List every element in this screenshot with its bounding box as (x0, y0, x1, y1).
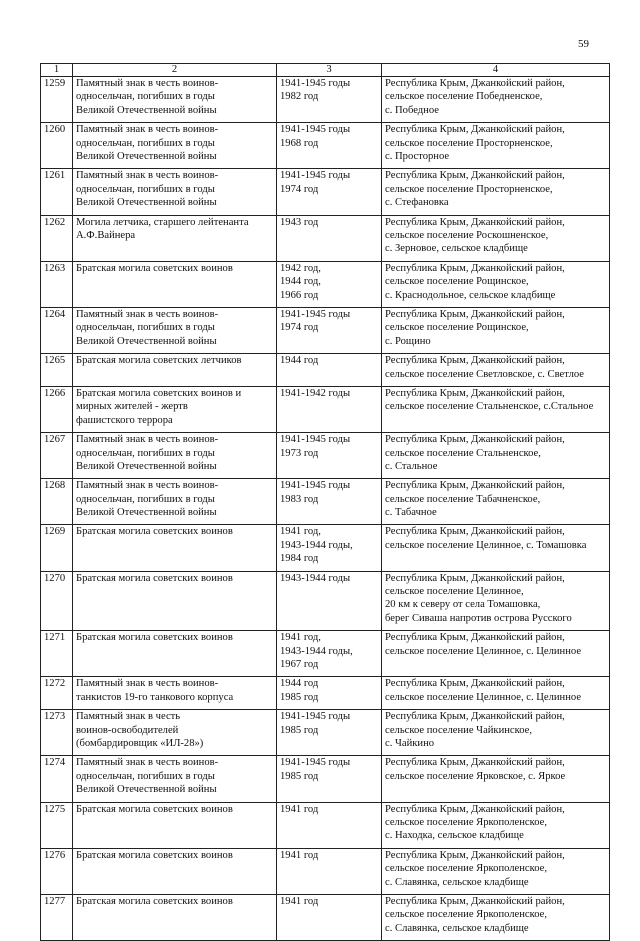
cell-name (73, 354, 277, 387)
cell-location-line: с. Славянка, сельское кладбище (385, 922, 529, 934)
cell-location-line: с. Стефановка (385, 197, 449, 209)
cell-location-line: с. Победное (385, 104, 439, 116)
cell-date (277, 386, 382, 432)
cell-location-line: Республика Крым, Джанкойский район, (385, 355, 565, 367)
cell-name-line: Памятный знак в честь воинов- (76, 308, 219, 320)
cell-date-line: 1943 год (280, 216, 319, 228)
cell-location-line: сельское поселение Рощинское, (385, 276, 529, 288)
cell-date (277, 123, 382, 169)
cell-location-line: сельское поселение Стальненское, (385, 447, 541, 459)
cell-date-line: 1985 год (280, 770, 319, 782)
cell-location (382, 307, 610, 353)
cell-location-line: сельское поселение Ярковское, с. Яркое (385, 770, 566, 782)
cell-date-line: 1941-1945 годы (280, 124, 351, 136)
column-header: 2 (73, 64, 277, 77)
cell-name-line: Братская могила советских воинов (76, 262, 233, 274)
table-row (41, 848, 610, 894)
cell-date-line: 1941-1945 годы (280, 480, 351, 492)
cell-date-line: 1941 год (280, 803, 319, 815)
table-row (41, 433, 610, 479)
cell-location-line: сельское поселение Яркополенское, (385, 909, 548, 921)
cell-location-line: сельское поселение Просторненское, (385, 137, 553, 149)
cell-date-line: 1941 год (280, 896, 319, 907)
column-header: 4 (382, 64, 610, 77)
table-body (41, 77, 610, 941)
cell-name-line: фашистского террора (76, 414, 173, 426)
cell-number: 1263 (41, 261, 73, 307)
cell-name-line: Памятный знак в честь воинов- (76, 434, 219, 446)
cell-name (73, 433, 277, 479)
cell-date (277, 802, 382, 848)
cell-date-line: 1983 год (280, 493, 319, 505)
cell-location (382, 895, 610, 941)
cell-number: 1274 (41, 756, 73, 802)
cell-name-line: Братская могила советских воинов (76, 526, 233, 538)
cell-date-line: 1941-1945 годы (280, 757, 351, 769)
cell-location-line: с. Табачное (385, 507, 437, 519)
cell-date-line: 1984 год (280, 553, 319, 565)
table-row (41, 895, 610, 941)
cell-location-line: сельское поселение Целинное, с. Целинное (385, 645, 582, 657)
cell-name-line: Великой Отечественной войны (76, 507, 217, 519)
cell-name (73, 756, 277, 802)
cell-location-line: сельское поселение Чайкинское, (385, 724, 533, 736)
cell-name (73, 895, 277, 941)
table-row (41, 307, 610, 353)
cell-location-line: Республика Крым, Джанкойский район, (385, 124, 565, 136)
cell-location-line: сельское поселение Целинное, (385, 586, 524, 598)
cell-number: 1275 (41, 802, 73, 848)
cell-date (277, 677, 382, 710)
cell-number: 1270 (41, 571, 73, 631)
cell-location (382, 261, 610, 307)
cell-location-line: с. Чайкино (385, 738, 435, 750)
cell-location-line: сельское поселение Яркополенское, (385, 817, 548, 829)
cell-location-line: Республика Крым, Джанкойский район, (385, 78, 565, 89)
cell-name (73, 307, 277, 353)
cell-location-line: Республика Крым, Джанкойский район, (385, 526, 565, 538)
cell-location (382, 169, 610, 215)
cell-name-line: Великой Отечественной войны (76, 460, 217, 472)
cell-name-line: Братская могила советских воинов (76, 896, 233, 907)
column-header: 1 (41, 64, 73, 77)
cell-name-line: Братская могила советских летчиков (76, 355, 242, 367)
cell-name-line: Памятный знак в честь воинов- (76, 78, 219, 89)
cell-date-line: 1941-1945 годы (280, 711, 351, 723)
cell-name-line: Великой Отечественной войны (76, 197, 217, 209)
cell-date-line: 1968 год (280, 137, 319, 149)
cell-date (277, 307, 382, 353)
table-row (41, 571, 610, 631)
cell-name (73, 525, 277, 571)
table-row (41, 677, 610, 710)
cell-name-line: Памятный знак в честь воинов- (76, 757, 219, 769)
cell-date-line: 1943-1944 годы, (280, 645, 353, 657)
cell-name-line: Великой Отечественной войны (76, 151, 217, 162)
cell-date-line: 1966 год (280, 289, 319, 301)
cell-name-line: Великой Отечественной войны (76, 784, 217, 796)
cell-name-line: Братская могила советских воинов (76, 572, 233, 584)
cell-location-line: Республика Крым, Джанкойский район, (385, 262, 565, 274)
table-row (41, 525, 610, 571)
cell-location-line: Республика Крым, Джанкойский район, (385, 216, 565, 228)
cell-location (382, 631, 610, 677)
cell-name-line: Братская могила советских воинов (76, 803, 233, 815)
cell-date-line: 1941-1942 годы (280, 387, 351, 399)
cell-date (277, 354, 382, 387)
cell-name-line: односельчан, погибших в годы (76, 137, 215, 149)
cell-name-line: односельчан, погибших в годы (76, 183, 215, 195)
cell-date-line: 1944 год (280, 678, 319, 690)
cell-date-line: 1982 год (280, 91, 319, 103)
table-row (41, 123, 610, 169)
cell-name-line: Памятный знак в честь воинов- (76, 170, 219, 182)
cell-date (277, 571, 382, 631)
cell-location-line: сельское поселение Рощинское, (385, 322, 529, 334)
cell-name (73, 77, 277, 123)
cell-name (73, 710, 277, 756)
cell-location-line: сельское поселение Целинное, с. Томашовка (385, 539, 587, 551)
cell-number: 1267 (41, 433, 73, 479)
cell-name-line: танкистов 19-го танкового корпуса (76, 691, 234, 703)
cell-number: 1277 (41, 895, 73, 941)
cell-number: 1276 (41, 848, 73, 894)
cell-location-line: сельское поселение Табачненское, (385, 493, 541, 505)
cell-number: 1269 (41, 525, 73, 571)
cell-name (73, 631, 277, 677)
cell-date-line: 1942 год, (280, 262, 321, 274)
cell-date-line: 1943-1944 годы (280, 572, 351, 584)
cell-number: 1260 (41, 123, 73, 169)
table-row (41, 802, 610, 848)
cell-date-line: 1941-1945 годы (280, 170, 351, 182)
cell-name-line: односельчан, погибших в годы (76, 322, 215, 334)
cell-location-line: Республика Крым, Джанкойский район, (385, 803, 565, 815)
cell-location (382, 77, 610, 123)
cell-location (382, 848, 610, 894)
cell-location-line: сельское поселение Победненское, (385, 91, 543, 103)
column-header-row (41, 64, 610, 77)
cell-date-line: 1944 год (280, 355, 319, 367)
cell-name (73, 677, 277, 710)
cell-location (382, 215, 610, 261)
cell-name-line: (бомбардировщик «ИЛ-28») (76, 738, 204, 750)
cell-date-line: 1985 год (280, 724, 319, 736)
cell-location-line: Республика Крым, Джанкойский район, (385, 572, 565, 584)
cell-number: 1261 (41, 169, 73, 215)
cell-name-line: воинов-освободителей (76, 724, 179, 736)
cell-date-line: 1973 год (280, 447, 319, 459)
table-row (41, 756, 610, 802)
cell-location-line: Республика Крым, Джанкойский район, (385, 434, 565, 446)
cell-date (277, 710, 382, 756)
cell-date (277, 479, 382, 525)
cell-date (277, 756, 382, 802)
cell-location-line: Республика Крым, Джанкойский район, (385, 387, 565, 399)
cell-name-line: односельчан, погибших в годы (76, 447, 215, 459)
cell-location-line: 20 км к северу от села Томашовка, (385, 599, 541, 611)
table-row (41, 479, 610, 525)
cell-date-line: 1985 год (280, 691, 319, 703)
cell-name-line: Памятный знак в честь воинов- (76, 678, 219, 690)
cell-location (382, 802, 610, 848)
cell-date (277, 169, 382, 215)
cell-location (382, 479, 610, 525)
cell-location (382, 433, 610, 479)
cell-name (73, 386, 277, 432)
cell-location-line: Республика Крым, Джанкойский район, (385, 480, 565, 492)
cell-date (277, 848, 382, 894)
cell-name (73, 261, 277, 307)
cell-name-line: односельчан, погибших в годы (76, 91, 215, 103)
cell-number: 1271 (41, 631, 73, 677)
cell-date-line: 1974 год (280, 322, 319, 334)
cell-name-line: Братская могила советских воинов и (76, 387, 242, 399)
cell-location-line: с. Просторное (385, 151, 450, 162)
cell-location-line: с. Рощино (385, 335, 431, 347)
cell-location-line: Республика Крым, Джанкойский район, (385, 678, 565, 690)
cell-date-line: 1941-1945 годы (280, 308, 351, 320)
cell-date-line: 1941-1945 годы (280, 78, 351, 89)
cell-date (277, 261, 382, 307)
cell-location (382, 677, 610, 710)
cell-location-line: с. Зерновое, сельское кладбище (385, 243, 528, 255)
cell-name (73, 169, 277, 215)
cell-date-line: 1974 год (280, 183, 319, 195)
cell-location-line: с. Стальное (385, 460, 438, 472)
cell-name (73, 123, 277, 169)
cell-date (277, 77, 382, 123)
cell-name-line: Памятный знак в честь (76, 711, 181, 723)
cell-number: 1262 (41, 215, 73, 261)
cell-date (277, 215, 382, 261)
table-row (41, 215, 610, 261)
cell-number: 1264 (41, 307, 73, 353)
table-row (41, 77, 610, 123)
cell-number: 1266 (41, 386, 73, 432)
cell-name-line: мирных жителей - жертв (76, 401, 188, 413)
cell-date (277, 895, 382, 941)
cell-location-line: Республика Крым, Джанкойский район, (385, 170, 565, 182)
cell-date-line: 1944 год, (280, 276, 321, 288)
table-row (41, 354, 610, 387)
cell-name (73, 479, 277, 525)
cell-location (382, 123, 610, 169)
cell-date (277, 631, 382, 677)
cell-location-line: Республика Крым, Джанкойский район, (385, 757, 565, 769)
cell-location-line: сельское поселение Светловское, с. Светлое (385, 368, 584, 380)
cell-number: 1268 (41, 479, 73, 525)
cell-location-line: сельское поселение Просторненское, (385, 183, 553, 195)
cell-name-line: односельчан, погибших в годы (76, 770, 215, 782)
cell-name-line: Братская могила советских воинов (76, 849, 233, 861)
cell-date-line: 1941-1945 годы (280, 434, 351, 446)
cell-location (382, 571, 610, 631)
table-row (41, 261, 610, 307)
cell-name (73, 848, 277, 894)
cell-location-line: Республика Крым, Джанкойский район, (385, 632, 565, 644)
cell-date-line: 1941 год, (280, 632, 321, 644)
table-row (41, 710, 610, 756)
cell-name (73, 571, 277, 631)
cell-location-line: Республика Крым, Джанкойский район, (385, 308, 565, 320)
cell-location-line: с. Находка, сельское кладбище (385, 830, 524, 842)
cell-date-line: 1943-1944 годы, (280, 539, 353, 551)
cell-name-line: Памятный знак в честь воинов- (76, 124, 219, 136)
cell-number: 1265 (41, 354, 73, 387)
table-row (41, 169, 610, 215)
cell-name-line: односельчан, погибших в годы (76, 493, 215, 505)
cell-location (382, 710, 610, 756)
cell-date-line: 1941 год, (280, 526, 321, 538)
cell-name-line: Братская могила советских воинов (76, 632, 233, 644)
cell-location (382, 756, 610, 802)
cell-location-line: Республика Крым, Джанкойский район, (385, 849, 565, 861)
cell-location (382, 525, 610, 571)
cell-name-line: Могила летчика, старшего лейтенанта (76, 216, 249, 228)
cell-location-line: сельское поселение Стальненское, с.Стальное (385, 401, 594, 413)
cell-date (277, 525, 382, 571)
cell-location-line: с. Славянка, сельское кладбище (385, 876, 529, 888)
cell-date (277, 433, 382, 479)
cell-location-line: Республика Крым, Джанкойский район, (385, 711, 565, 723)
cell-name-line: Великой Отечественной войны (76, 335, 217, 347)
cell-location-line: Республика Крым, Джанкойский район, (385, 896, 565, 907)
cell-name-line: Великой Отечественной войны (76, 104, 217, 116)
cell-date-line: 1967 год (280, 659, 319, 671)
cell-location-line: сельское поселение Роскошненское, (385, 229, 549, 241)
cell-location-line: сельское поселение Целинное, с. Целинное (385, 691, 582, 703)
cell-number: 1272 (41, 677, 73, 710)
cell-location (382, 386, 610, 432)
table-row (41, 631, 610, 677)
cell-location-line: сельское поселение Яркополенское, (385, 863, 548, 875)
table-row (41, 386, 610, 432)
cell-location-line: с. Краснодольное, сельское кладбище (385, 289, 556, 301)
column-header: 3 (277, 64, 382, 77)
cell-number: 1259 (41, 77, 73, 123)
cell-date-line: 1941 год (280, 849, 319, 861)
page-number: 59 (578, 38, 589, 50)
cell-name-line: А.Ф.Вайнера (76, 229, 136, 241)
cell-name (73, 215, 277, 261)
cell-location-line: берег Сиваша напротив острова Русского (385, 612, 572, 624)
cell-name-line: Памятный знак в честь воинов- (76, 480, 219, 492)
cell-name (73, 802, 277, 848)
memorial-registry-table (40, 63, 610, 941)
cell-location (382, 354, 610, 387)
cell-number: 1273 (41, 710, 73, 756)
